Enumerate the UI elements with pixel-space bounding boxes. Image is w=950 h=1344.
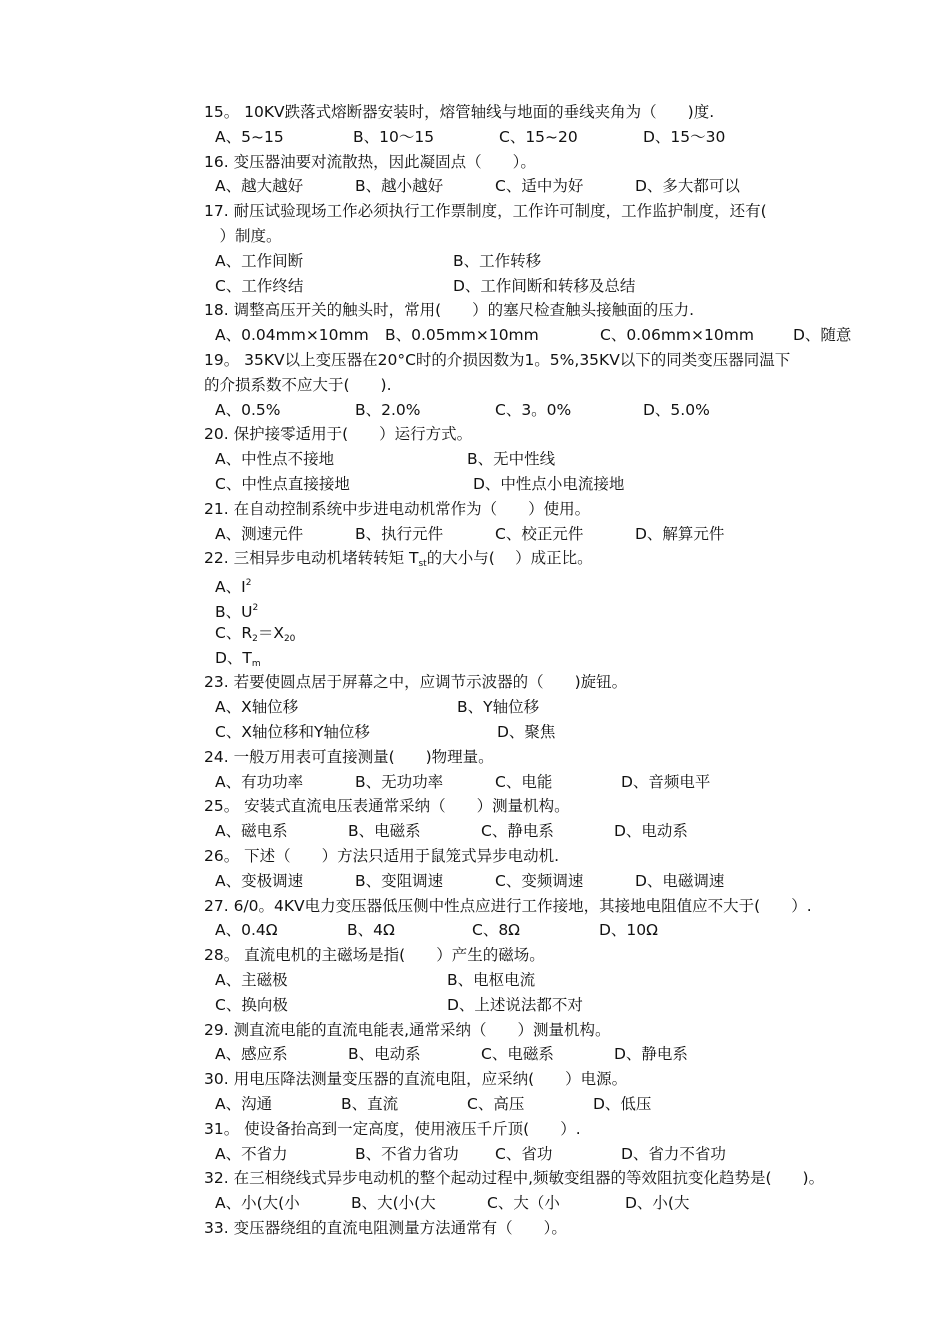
question-text: 32. 在三相绕线式异步电动机的整个起动过程中,频敏变组器的等效阻抗变化趋势是( )。 <box>204 1169 825 1188</box>
question-text: 24. 一般万用表可直接测量( )物理量。 <box>204 747 494 766</box>
question-stem <box>204 102 714 122</box>
answer-option: C、0.06mm×10mm <box>600 326 754 345</box>
question-stem <box>204 1020 611 1040</box>
option-row <box>215 995 583 1015</box>
question-text: 33. 变压器绕组的直流电阻测量方法通常有（ ）。 <box>204 1219 567 1237</box>
answer-option: B、工作转移 <box>453 251 542 270</box>
answer-option: A、X轴位移 <box>215 698 299 717</box>
option-row <box>215 449 556 469</box>
answer-option: A、感应系 <box>215 1045 288 1064</box>
option-text: D、T <box>215 648 252 667</box>
option-row <box>215 325 852 345</box>
subscript: 20 <box>283 633 296 644</box>
answer-option: D、静电系 <box>614 1045 688 1064</box>
superscript: 2 <box>245 578 252 589</box>
option-row <box>215 276 636 296</box>
question-text: 27. 6/0。4KV电力变压器低压侧中性点应进行工作接地，其接地电阻值应不大于( ）. <box>204 896 812 915</box>
option-row <box>215 772 711 792</box>
answer-option: B、0.05mm×10mm <box>385 326 539 345</box>
answer-option: D、电动系 <box>614 822 688 841</box>
answer-option: B、10～15 <box>353 127 435 146</box>
option-row <box>215 176 740 196</box>
answer-option: A、0.04mm×10mm <box>215 326 369 345</box>
option-row <box>215 1144 726 1164</box>
answer-option: C、3。0% <box>495 400 572 419</box>
question-text: 16. 变压器油要对流散热，因此凝固点（ ）。 <box>204 152 536 171</box>
option-row <box>215 474 625 494</box>
question-text: 23. 若要使圆点居于屏幕之中，应调节示波器的（ )旋钮。 <box>204 673 628 692</box>
option-row <box>215 251 542 271</box>
answer-option: A、磁电系 <box>215 822 288 841</box>
question-text: 26。 下述（ ）方法只适用于鼠笼式异步电动机. <box>204 847 560 865</box>
answer-option: B、变阻调速 <box>355 871 444 890</box>
question-stem <box>204 300 694 320</box>
answer-option: B、执行元件 <box>355 524 444 543</box>
answer-option: B、Y轴位移 <box>457 698 540 717</box>
question-stem <box>204 945 545 965</box>
answer-option: B、不省力省功 <box>355 1144 459 1163</box>
option-row <box>215 722 556 742</box>
question-stem <box>204 375 392 395</box>
answer-option <box>215 598 258 622</box>
question-stem <box>204 499 590 519</box>
answer-option: A、有功功率 <box>215 772 304 791</box>
question-text: 31。 使设备抬高到一定高度，使用液压千斤顶( ）. <box>204 1119 581 1138</box>
answer-option: A、小(大(小 <box>215 1194 300 1213</box>
option-row <box>215 970 536 990</box>
question-stem <box>204 201 767 221</box>
answer-option <box>215 573 251 597</box>
answer-option <box>215 623 295 649</box>
question-text: 25。 安装式直流电压表通常采纳（ ）测量机构。 <box>204 797 570 816</box>
question-stem <box>204 152 536 172</box>
option-row <box>215 1193 690 1213</box>
option-row <box>215 871 725 891</box>
answer-option <box>215 648 261 674</box>
answer-option: B、4Ω <box>347 921 395 940</box>
answer-option: D、工作间断和转移及总结 <box>453 276 636 295</box>
answer-option: B、电磁系 <box>348 822 421 841</box>
answer-option: A、沟通 <box>215 1095 273 1113</box>
question-stem <box>204 226 282 246</box>
answer-option: B、越小越好 <box>355 177 444 196</box>
answer-option: C、大（小 <box>487 1194 560 1213</box>
answer-option: D、低压 <box>593 1095 652 1113</box>
question-stem <box>204 1218 567 1238</box>
answer-option: B、无功功率 <box>355 772 444 791</box>
question-text: 30. 用电压降法测量变压器的直流电阻，应采纳( ）电源。 <box>204 1070 628 1089</box>
superscript: 2 <box>252 603 259 613</box>
option-text: A、I <box>215 578 246 597</box>
answer-option: C、X轴位移和Y轴位移 <box>215 723 370 741</box>
question-stem <box>204 1119 581 1139</box>
answer-option: C、8Ω <box>472 921 521 940</box>
question-text: 19。 35KV以上变压器在20°C时的介损因数为1。5%,35KV以下的同类变压器同温下 <box>204 351 791 369</box>
answer-option: A、5~15 <box>215 127 284 146</box>
answer-option: D、电磁调速 <box>635 871 725 890</box>
question-stem <box>204 424 472 444</box>
answer-option: C、电能 <box>495 772 553 791</box>
question-stem <box>204 846 559 866</box>
option-row <box>215 524 725 544</box>
answer-option: D、中性点小电流接地 <box>473 475 625 493</box>
answer-option: A、0.4Ω <box>215 921 278 940</box>
question-text: 20. 保护接零适用于( ）运行方式。 <box>204 425 473 444</box>
answer-option: D、音频电平 <box>621 772 711 791</box>
subscript: 2 <box>252 633 258 644</box>
answer-option: A、主磁极 <box>215 971 288 989</box>
answer-option: A、变极调速 <box>215 871 304 890</box>
question-stem <box>204 796 570 816</box>
question-stem <box>204 350 790 370</box>
question-text: 22. 三相异步电动机堵转转矩 T <box>204 549 419 568</box>
option-row <box>215 920 659 940</box>
question-text: 28。 直流电机的主磁场是指( ）产生的磁场。 <box>204 946 545 965</box>
answer-option: C、电磁系 <box>481 1045 554 1064</box>
question-stem <box>204 1069 627 1089</box>
answer-option: D、多大都可以 <box>635 177 740 196</box>
answer-option: D、5.0% <box>643 400 710 419</box>
option-text: C、R <box>215 623 253 642</box>
answer-option: A、0.5% <box>215 400 281 419</box>
option-row <box>215 400 710 420</box>
question-text: 29. 测直流电能的直流电能表,通常采纳（ ）测量机构。 <box>204 1020 611 1039</box>
question-text-tail: 的大小与( ）成正比。 <box>426 549 593 568</box>
question-text: 15。 10KV跌落式熔断器安装时，熔管轴线与地面的垂线夹角为（ )度. <box>204 103 715 121</box>
answer-option: C、换向极 <box>215 995 288 1014</box>
question-stem <box>204 896 812 916</box>
answer-option: D、10Ω <box>599 921 659 940</box>
question-stem <box>204 1168 824 1188</box>
option-row <box>215 821 688 841</box>
answer-option: B、电动系 <box>348 1045 421 1064</box>
question-text: 21. 在自动控制系统中步进电动机常作为（ ）使用。 <box>204 499 591 518</box>
question-stem <box>204 548 593 574</box>
answer-option: B、无中性线 <box>467 450 556 469</box>
answer-option: D、解算元件 <box>635 524 725 543</box>
answer-option: B、大(小(大 <box>351 1194 436 1213</box>
option-row <box>215 697 540 717</box>
answer-option: C、中性点直接接地 <box>215 475 350 493</box>
answer-option: D、省力不省功 <box>621 1144 726 1163</box>
answer-option: C、工作终结 <box>215 276 304 295</box>
option-row <box>215 1094 652 1114</box>
answer-option: D、上述说法都不对 <box>447 995 583 1014</box>
answer-option: C、静电系 <box>481 822 554 841</box>
answer-option: A、越大越好 <box>215 177 304 196</box>
answer-option: C、校正元件 <box>495 524 584 543</box>
answer-option: C、省功 <box>495 1144 553 1163</box>
question-stem <box>204 747 494 767</box>
answer-option: B、直流 <box>341 1095 399 1113</box>
answer-option: C、高压 <box>467 1095 525 1113</box>
question-text: 18. 调整高压开关的触头时，常用( ）的塞尺检查触头接触面的压力. <box>204 301 695 320</box>
answer-option: D、随意 <box>793 326 852 345</box>
answer-option: D、聚焦 <box>497 723 556 741</box>
option-text: B、U <box>215 603 253 621</box>
option-text: ＝X <box>257 623 284 642</box>
subscript: m <box>251 658 261 669</box>
answer-option: D、小(大 <box>625 1194 690 1213</box>
answer-option: C、适中为好 <box>495 177 584 196</box>
answer-option: C、15~20 <box>499 127 578 146</box>
answer-option: D、15～30 <box>643 127 726 146</box>
answer-option: B、电枢电流 <box>447 971 536 989</box>
question-stem <box>204 672 627 692</box>
option-row <box>215 1044 688 1064</box>
subscript: st <box>418 559 427 570</box>
answer-option: C、变频调速 <box>495 871 584 890</box>
answer-option: A、中性点不接地 <box>215 450 335 469</box>
question-text: 17. 耐压试验现场工作必须执行工作票制度，工作许可制度，工作监护制度，还有( <box>204 202 767 221</box>
question-text: ）制度。 <box>204 227 282 245</box>
answer-option: A、工作间断 <box>215 251 304 270</box>
answer-option: B、2.0% <box>355 400 421 419</box>
question-text: 的介损系数不应大于( ). <box>204 375 392 394</box>
answer-option: A、不省力 <box>215 1144 288 1163</box>
option-row <box>215 127 726 147</box>
answer-option: A、测速元件 <box>215 524 304 543</box>
